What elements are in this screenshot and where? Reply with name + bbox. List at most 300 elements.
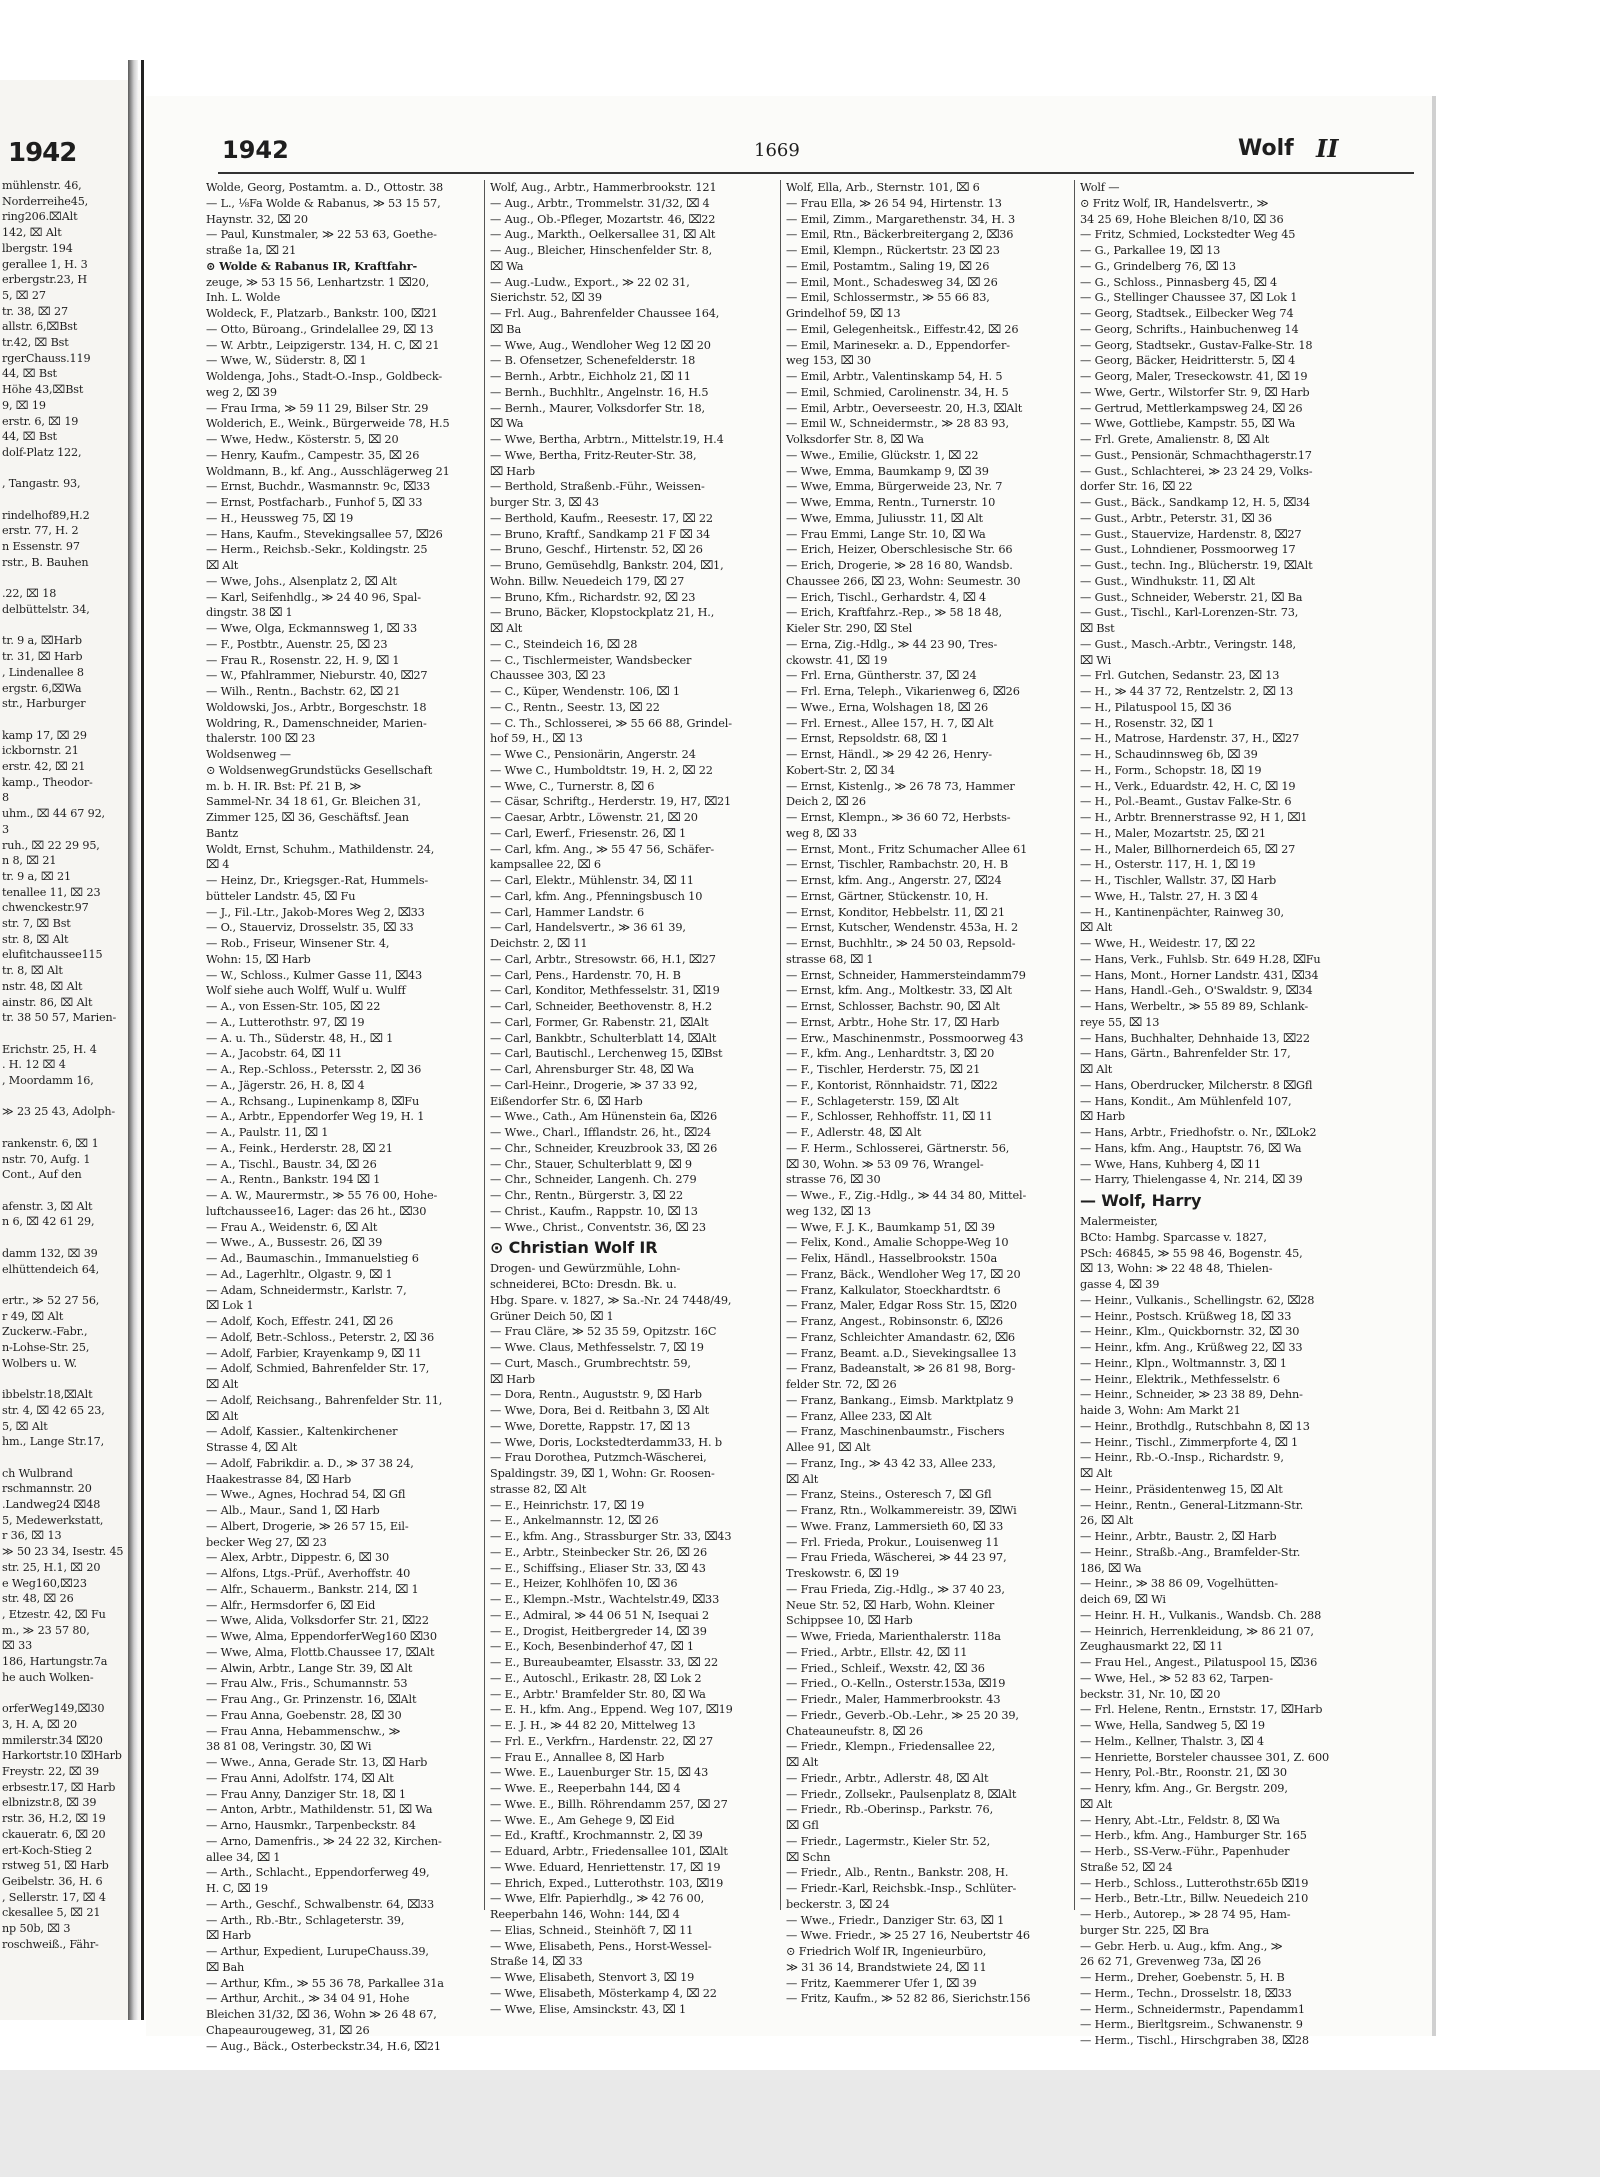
- previous-page-line: erstr. 77, H. 2: [2, 524, 79, 538]
- directory-entry-line: — E., Arbtr., Steinbecker Str. 26, ⌧ 26: [490, 1545, 708, 1559]
- directory-entry-line: dorfer Str. 16, ⌧ 22: [1080, 480, 1193, 494]
- previous-page-line: Erichstr. 25, H. 4: [2, 1042, 97, 1056]
- directory-entry-line: — Dora, Rentn., Auguststr. 9, ⌧ Harb: [490, 1388, 702, 1402]
- directory-entry-line: Eißendorfer Str. 6, ⌧ Harb: [490, 1094, 643, 1108]
- directory-entry-line: — Frau Ang., Gr. Prinzenstr. 16, ⌧Alt: [206, 1693, 417, 1706]
- directory-entry-line: felder Str. 72, ⌧ 26: [786, 1378, 897, 1391]
- directory-entry-line: Wolf, Ella, Arb., Sternstr. 101, ⌧ 6: [786, 181, 980, 194]
- directory-entry-line: Malermeister,: [1080, 1215, 1158, 1228]
- directory-entry-line: — Wwe. Friedr., ≫ 25 27 16, Neubertstr 46: [786, 1929, 1030, 1943]
- directory-entry-line: — Frau Anna, Goebenstr. 28, ⌧ 30: [206, 1708, 402, 1722]
- directory-entry-line: ⌧ Harb: [490, 1372, 535, 1386]
- directory-entry-line: ⌧ Harb: [206, 1929, 251, 1943]
- directory-entry-line: kampsallee 22, ⌧ 6: [490, 858, 601, 872]
- previous-page-line: [2, 1277, 138, 1293]
- directory-entry-line: — Gertrud, Mettlerkampsweg 24, ⌧ 26: [1080, 401, 1303, 415]
- directory-entry-line: — H., Tischler, Wallstr. 37, ⌧ Harb: [1080, 874, 1277, 887]
- directory-entry-line: — Frau E., Annallee 8, ⌧ Harb: [490, 1750, 665, 1764]
- directory-entry-line: — Heinr., Rentn., General-Litzmann-Str.: [1080, 1498, 1304, 1512]
- directory-entry-line: — Frau Anna, Hebammenschw., ≫: [206, 1724, 401, 1738]
- directory-entry-line: — Bruno, Kfm., Richardstr. 92, ⌧ 23: [490, 590, 696, 604]
- directory-entry-line: — A., Feink., Herderstr. 28, ⌧ 21: [206, 1141, 393, 1155]
- directory-entry-line: — Erich, Kraftfahrz.-Rep., ≫ 58 18 48,: [786, 606, 1002, 620]
- directory-entry-line: — Franz, Steins., Osteresch 7, ⌧ Gfl: [786, 1488, 992, 1502]
- directory-entry-line: — Georg, Maler, Treseckowstr. 41, ⌧ 19: [1080, 370, 1308, 383]
- previous-page-line: damm 132, ⌧ 39: [2, 1246, 98, 1260]
- running-head-name: Wolf: [1238, 136, 1294, 161]
- directory-entry-line: Deichstr. 2, ⌧ 11: [490, 937, 588, 950]
- previous-page-line: np 50b, ⌧ 3: [2, 1922, 71, 1936]
- directory-entry-line: — Wwe., Emilie, Glückstr. 1, ⌧ 22: [786, 448, 979, 462]
- directory-entry-line: — E., Bureaubeamter, Elsasstr. 33, ⌧ 22: [490, 1656, 719, 1669]
- directory-entry-line: ⌧ Alt: [1080, 1063, 1113, 1076]
- page-edge: [1432, 96, 1436, 2036]
- directory-entry-line: Chapeaurougeweg, 31, ⌧ 26: [206, 2023, 370, 2037]
- directory-entry-line: — F., Kontorist, Rönnhaidstr. 71, ⌧22: [786, 1078, 998, 1092]
- directory-entry-line: ⌧ Alt: [206, 1409, 239, 1423]
- directory-entry-line: — G., Parkallee 19, ⌧ 13: [1080, 244, 1221, 257]
- directory-entry-line: — Wwe, Emma, Bürgerweide 23, Nr. 7: [786, 480, 1003, 494]
- directory-entry-line: — Gust., Pensionär, Schmachthagerstr.17: [1080, 448, 1312, 462]
- directory-entry-line: — H., Matrose, Hardenstr. 37, H., ⌧27: [1080, 732, 1300, 746]
- directory-entry-line: — Georg, Stadtsekr., Gustav-Falke-Str. 18: [1080, 338, 1313, 352]
- previous-page-line: hm., Lange Str.17,: [2, 1435, 105, 1449]
- column-divider: [1074, 180, 1075, 1910]
- directory-entry-line: — Frau Hel., Angest., Pilatuspool 15, ⌧36: [1080, 1656, 1318, 1669]
- directory-entry-line: beckerstr. 3, ⌧ 24: [786, 1897, 890, 1911]
- directory-entry-line: — Friedr., Zollsekr., Paulsenplatz 8, ⌧Alt: [786, 1787, 1017, 1801]
- directory-entry-line: Woldt, Ernst, Schuhm., Mathildenstr. 24,: [206, 842, 435, 856]
- directory-entry-line: — Alwin, Arbtr., Lange Str. 39, ⌧ Alt: [206, 1661, 413, 1675]
- directory-entry-line: — Ernst, Gärtner, Stückenstr. 10, H.: [786, 889, 989, 903]
- directory-entry-line: — Arthur, Expedient, LurupeChauss.39,: [206, 1945, 429, 1958]
- directory-entry-line: — Adolf, Reichsang., Bahrenfelder Str. 11,: [206, 1393, 443, 1407]
- directory-entry-line: — Friedr., Rb.-Oberinsp., Parkstr. 76,: [786, 1803, 994, 1817]
- directory-entry-line: — E., Ankelmannstr. 12, ⌧ 26: [490, 1514, 659, 1528]
- directory-entry-line: — Alfr., Schauerm., Bankstr. 214, ⌧ 1: [206, 1582, 419, 1596]
- directory-entry-line: — H., Verk., Eduardstr. 42, H. C, ⌧ 19: [1080, 779, 1296, 793]
- previous-page-line: 9, ⌧ 19: [2, 398, 46, 412]
- directory-entry-line: Woldring, R., Damenschneider, Marien-: [206, 716, 427, 730]
- directory-entry-line: — E., Koch, Besenbinderhof 47, ⌧ 1: [490, 1640, 694, 1654]
- directory-entry-line: — Wwe, Emma, Baumkamp 9, ⌧ 39: [786, 464, 989, 478]
- directory-entry-line: — A., Rep.-Schloss., Petersstr. 2, ⌧ 36: [206, 1063, 422, 1076]
- directory-entry-line: Allee 91, ⌧ Alt: [786, 1441, 871, 1454]
- directory-entry-line: — E. H., kfm. Ang., Eppend. Weg 107, ⌧19: [490, 1703, 733, 1717]
- directory-entry-line: — C., Tischlermeister, Wandsbecker: [490, 653, 692, 667]
- directory-entry-line: — Henriette, Borsteler chaussee 301, Z. 600: [1080, 1750, 1330, 1764]
- directory-entry-line: Woldeck, F., Platzarb., Bankstr. 100, ⌧21: [206, 307, 438, 320]
- directory-entry-line: — Eduard, Arbtr., Friedensallee 101, ⌧Alt: [490, 1845, 728, 1858]
- directory-entry-line: — B. Ofensetzer, Schenefelderstr. 18: [490, 354, 696, 368]
- directory-entry-line: Wohn. Billw. Neuedeich 179, ⌧ 27: [490, 574, 685, 588]
- previous-page-line: tenallee 11, ⌧ 23: [2, 885, 101, 899]
- directory-entry-line: — H., Heussweg 75, ⌧ 19: [206, 511, 354, 525]
- directory-entry-line: — Bruno, Kraftf., Sandkamp 21 F ⌧ 34: [490, 527, 711, 541]
- directory-entry-line: Sammel-Nr. 34 18 61, Gr. Bleichen 31,: [206, 795, 421, 809]
- directory-entry-line: — Friedr., Lagermstr., Kieler Str. 52,: [786, 1834, 991, 1848]
- directory-entry-line: — Ernst, Arbtr., Hohe Str. 17, ⌧ Harb: [786, 1015, 1000, 1029]
- directory-entry-line: ⌧ 13, Wohn: ≫ 22 48 48, Thielen-: [1080, 1262, 1273, 1276]
- directory-entry-line: — H., Pilatuspool 15, ⌧ 36: [1080, 700, 1232, 714]
- directory-entry-line: — Gust., techn. Ing., Blücherstr. 19, ⌧Alt: [1080, 559, 1313, 572]
- directory-entry-line: — Georg, Bäcker, Heidritterstr. 5, ⌧ 4: [1080, 354, 1296, 368]
- directory-entry-line: 26, ⌧ Alt: [1080, 1514, 1134, 1528]
- directory-entry-line: Inh. L. Wolde: [206, 291, 281, 305]
- previous-page-line: ickbornstr. 21: [2, 744, 79, 758]
- directory-entry-line: — Frl. Helene, Rentn., Ernststr. 17, ⌧Harb: [1080, 1703, 1323, 1717]
- directory-entry-line: — Ad., Baumaschin., Immanuelstieg 6: [206, 1252, 419, 1265]
- directory-entry-line: — Franz, Maschinenbaumstr., Fischers: [786, 1425, 1005, 1439]
- directory-entry-line: — Wwe, Aug., Wendloher Weg 12 ⌧ 20: [490, 338, 711, 352]
- directory-entry-line: — E., Drogist, Heitbergreder 14, ⌧ 39: [490, 1624, 707, 1638]
- directory-entry-line: — Gust., Arbtr., Peterstr. 31, ⌧ 36: [1080, 511, 1272, 525]
- directory-entry-line: — Ed., Kraftf., Krochmannstr. 2, ⌧ 39: [490, 1829, 703, 1843]
- previous-page-line: [2, 1230, 138, 1246]
- directory-entry-line: — H., Arbtr. Brennerstrasse 92, H 1, ⌧1: [1080, 811, 1308, 824]
- previous-page-line: 5, ⌧ 27: [2, 288, 46, 302]
- previous-page-line: [2, 571, 138, 587]
- previous-page-line: Geibelstr. 36, H. 6: [2, 1874, 103, 1888]
- featured-entry-name: ⊙ Christian Wolf IR: [490, 1238, 658, 1258]
- directory-entry-line: — Frl. Erna, Teleph., Vikarienweg 6, ⌧26: [786, 685, 1020, 698]
- previous-page-line: 3: [2, 822, 9, 836]
- previous-page-line: he auch Wolken-: [2, 1670, 94, 1684]
- directory-entry-line: — Franz, Rtn., Wolkammereistr. 39, ⌧Wi: [786, 1504, 1017, 1517]
- previous-page-line: ch Wulbrand: [2, 1466, 73, 1480]
- directory-entry-line: — Albert, Drogerie, ≫ 26 57 15, Eil-: [206, 1519, 409, 1533]
- directory-entry-line: burger Str. 225, ⌧ Bra: [1080, 1923, 1209, 1937]
- directory-entry-line: — Adolf, Fabrikdir. a. D., ≫ 37 38 24,: [206, 1456, 414, 1470]
- previous-page-line: [2, 1120, 138, 1136]
- directory-entry-line: H. C, ⌧ 19: [206, 1882, 268, 1895]
- previous-page-line: ergstr. 6,⌧Wa: [2, 681, 82, 695]
- previous-page-line: n 8, ⌧ 21: [2, 854, 57, 868]
- directory-entry-line: — Georg, Schrifts., Hainbuchenweg 14: [1080, 322, 1299, 336]
- directory-entry-line: — Heinr., Arbtr., Baustr. 2, ⌧ Harb: [1080, 1530, 1277, 1543]
- column-divider: [780, 180, 781, 1910]
- previous-page-line: [2, 712, 138, 728]
- directory-entry-line: — Herb., Autorep., ≫ 28 74 95, Ham-: [1080, 1908, 1291, 1921]
- directory-entry-line: — Erich, Drogerie, ≫ 28 16 80, Wandsb.: [786, 559, 1013, 572]
- previous-page-line: delbüttelstr. 34,: [2, 602, 90, 616]
- directory-entry-line: — A. W., Maurermstr., ≫ 55 76 00, Hohe-: [206, 1189, 438, 1202]
- directory-entry-line: ≫ 31 36 14, Brandstwiete 24, ⌧ 11: [786, 1960, 987, 1974]
- directory-entry-line: — Wwe, Elisabeth, Stenvort 3, ⌧ 19: [490, 1971, 695, 1984]
- directory-entry-line: — F., Postbtr., Auenstr. 25, ⌧ 23: [206, 637, 388, 651]
- directory-entry-line: bütteler Landstr. 45, ⌧ Fu: [206, 889, 356, 903]
- directory-entry-line: Woldowski, Jos., Arbtr., Borgeschstr. 18: [206, 700, 427, 714]
- previous-page-line: erstr. 42, ⌧ 21: [2, 760, 86, 774]
- directory-entry-line: ⊙ Wolde & Rabanus IR, Kraftfahr-: [206, 258, 417, 273]
- directory-entry-line: — G., Schloss., Pinnasberg 45, ⌧ 4: [1080, 275, 1278, 289]
- directory-entry-line: — Ernst, Tischler, Rambachstr. 20, H. B: [786, 858, 1009, 872]
- directory-entry-line: — Herm., Dreher, Goebenstr. 5, H. B: [1080, 1971, 1285, 1984]
- directory-entry-line: — Gust., Tischl., Karl-Lorenzen-Str. 73,: [1080, 606, 1299, 620]
- directory-entry-line: Bleichen 31/32, ⌧ 36, Wohn ≫ 26 48 67,: [206, 2008, 437, 2021]
- directory-entry-line: — Ernst, Repsoldstr. 68, ⌧ 1: [786, 732, 949, 746]
- directory-entry-line: ⌧ Alt: [490, 622, 523, 635]
- directory-entry-line: ⌧ 4: [206, 858, 230, 872]
- previous-page-line: Cont., Auf den: [2, 1168, 82, 1182]
- directory-entry-line: — Wwe., Anna, Gerade Str. 13, ⌧ Harb: [206, 1756, 428, 1769]
- directory-entry-line: dingstr. 38 ⌧ 1: [206, 606, 293, 620]
- directory-entry-line: — A., Jacobstr. 64, ⌧ 11: [206, 1047, 343, 1061]
- directory-entry-line: — Franz, Bankang., Eimsb. Marktplatz 9: [786, 1393, 1014, 1407]
- directory-entry-line: — Carl, Pens., Hardenstr. 70, H. B: [490, 968, 681, 982]
- directory-entry-line: ⌧ Harb: [1080, 1110, 1125, 1124]
- previous-page-line: rschmannstr. 20: [2, 1482, 92, 1496]
- directory-entry-line: — Emil W., Schneidermstr., ≫ 28 83 93,: [786, 417, 1009, 431]
- directory-entry-line: — Adolf, Schmied, Bahrenfelder Str. 17,: [206, 1362, 430, 1376]
- directory-entry-line: Wolde, Georg, Postamtm. a. D., Ottostr. 38: [206, 181, 444, 194]
- directory-entry-line: — Herb., kfm. Ang., Hamburger Str. 165: [1080, 1829, 1307, 1843]
- directory-entry-line: — Anton, Arbtr., Mathildenstr. 51, ⌧ Wa: [206, 1803, 433, 1817]
- directory-entry-line: Zimmer 125, ⌧ 36, Geschäftsf. Jean: [206, 811, 409, 824]
- directory-entry-line: — Franz, Bäck., Wendloher Weg 17, ⌧ 20: [786, 1267, 1021, 1281]
- directory-entry-line: — Emil, Zimm., Margarethenstr. 34, H. 3: [786, 212, 1016, 226]
- directory-entry-line: luftchaussee16, Lager: das 26 ht., ⌧30: [206, 1204, 427, 1218]
- previous-page-line: [2, 1686, 138, 1702]
- directory-entry-line: — O., Stauerviz, Drosselstr. 35, ⌧ 33: [206, 921, 414, 935]
- directory-entry-line: — Ernst, Buchhltr., ≫ 24 50 03, Repsold-: [786, 937, 1016, 950]
- directory-entry-line: gasse 4, ⌧ 39: [1080, 1278, 1160, 1291]
- gutter-line: [141, 60, 144, 2020]
- directory-entry-line: — F. Herm., Schlosserei, Gärtnerstr. 56,: [786, 1141, 1010, 1155]
- directory-entry-line: — Christ., Kaufm., Rappstr. 10, ⌧ 13: [490, 1204, 698, 1218]
- directory-entry-line: — Hans, Handl.-Geh., O'Swaldstr. 9, ⌧34: [1080, 984, 1313, 998]
- directory-entry-line: — Arth., Rb.-Btr., Schlageterstr. 39,: [206, 1913, 405, 1927]
- directory-entry-line: — Wwe, Hella, Sandweg 5, ⌧ 19: [1080, 1719, 1265, 1732]
- directory-entry-line: — Wwe, Olga, Eckmannsweg 1, ⌧ 33: [206, 622, 418, 635]
- previous-page-line: Harkortstr.10 ⌧Harb: [2, 1749, 122, 1763]
- directory-entry-line: Deich 2, ⌧ 26: [786, 795, 866, 809]
- directory-entry-line: — Frau Alw., Fris., Schumannstr. 53: [206, 1677, 408, 1691]
- directory-entry-line: — Hans, Kaufm., Stevekingsallee 57, ⌧26: [206, 527, 443, 541]
- directory-entry-line: — J., Fil.-Ltr., Jakob-Mores Weg 2, ⌧33: [206, 905, 425, 919]
- directory-entry-line: — Ernst, Kistenlg., ≫ 26 78 73, Hammer: [786, 779, 1015, 793]
- directory-entry-line: — Hans, kfm. Ang., Hauptstr. 76, ⌧ Wa: [1080, 1141, 1302, 1155]
- directory-entry-line: hof 59, H., ⌧ 13: [490, 732, 583, 746]
- previous-page-line: orferWeg149,⌧30: [2, 1702, 105, 1716]
- directory-entry-line: — Herb., Betr.-Ltr., Billw. Neuedeich 210: [1080, 1892, 1309, 1906]
- directory-entry-line: — H., ≫ 44 37 72, Rentzelstr. 2, ⌧ 13: [1080, 685, 1294, 698]
- directory-entry-line: — E., Heizer, Kohlhöfen 10, ⌧ 36: [490, 1577, 678, 1591]
- directory-entry-line: — Heinr., Elektrik., Methfesselstr. 6: [1080, 1372, 1280, 1386]
- directory-entry-line: — Heinr., Klpn., Woltmannstr. 3, ⌧ 1: [1080, 1356, 1287, 1370]
- directory-entry-line: — C., Küper, Wendenstr. 106, ⌧ 1: [490, 685, 680, 698]
- directory-entry-line: Sierichstr. 52, ⌧ 39: [490, 291, 602, 305]
- directory-entry-line: — Wwe., Christ., Conventstr. 36, ⌧ 23: [490, 1220, 706, 1234]
- directory-entry-line: — Wwe, Bertha, Fritz-Reuter-Str. 38,: [490, 448, 697, 462]
- directory-entry-line: zeuge, ≫ 53 15 56, Lenhartzstr. 1 ⌧20,: [206, 275, 430, 289]
- directory-entry-line: Woldenga, Johs., Stadt-O.-Insp., Goldbeck-: [206, 370, 443, 383]
- directory-entry-line: — F., Adlerstr. 48, ⌧ Alt: [786, 1126, 922, 1139]
- directory-entry-line: — Frl. Gutchen, Sedanstr. 23, ⌧ 13: [1080, 669, 1280, 683]
- directory-entry-line: — Heinr., Brothdlg., Rutschbahn 8, ⌧ 13: [1080, 1419, 1310, 1433]
- directory-entry-line: — Erich, Tischl., Gerhardstr. 4, ⌧ 4: [786, 590, 987, 604]
- directory-entry-line: — Herb., SS-Verw.-Führ., Papenhuder: [1080, 1845, 1290, 1858]
- directory-entry-line: strasse 82, ⌧ Alt: [490, 1482, 587, 1496]
- previous-page-line: , Moordamm 16,: [2, 1074, 94, 1088]
- directory-entry-line: — H., Maler, Mozartstr. 25, ⌧ 21: [1080, 826, 1266, 840]
- previous-page-line: n-Lohse-Str. 25,: [2, 1341, 90, 1355]
- previous-page-line: ert-Koch-Stieg 2: [2, 1843, 93, 1857]
- directory-entry-line: — Wwe, Doris, Lockstedterdamm33, H. b: [490, 1435, 722, 1449]
- directory-entry-line: — Arthur, Kfm., ≫ 55 36 78, Parkallee 31a: [206, 1976, 444, 1990]
- directory-entry-line: — Heinr., Präsidentenweg 15, ⌧ Alt: [1080, 1482, 1283, 1496]
- directory-entry-line: — Arno, Damenfris., ≫ 24 22 32, Kirchen-: [206, 1834, 442, 1848]
- directory-entry-line: ⌧ Alt: [206, 1378, 239, 1391]
- directory-entry-line: Zeughausmarkt 22, ⌧ 11: [1080, 1640, 1224, 1654]
- previous-page-line: uhm., ⌧ 44 67 92,: [2, 807, 105, 821]
- directory-entry-line: — Curt, Masch., Grumbrechtstr. 59,: [490, 1356, 691, 1370]
- previous-page-line: tr. 9 a, ⌧ 21: [2, 869, 71, 883]
- previous-page-line: lbergstr. 194: [2, 241, 73, 255]
- previous-page-line: dolf-Platz 122,: [2, 445, 82, 459]
- directory-entry-line: Haynstr. 32, ⌧ 20: [206, 212, 308, 226]
- directory-entry-line: — G., Grindelberg 76, ⌧ 13: [1080, 259, 1236, 273]
- directory-entry-line: — Wwe C., Pensionärin, Angerstr. 24: [490, 748, 696, 761]
- previous-page-line: elufitchaussee115: [2, 948, 103, 962]
- directory-entry-line: Straße 14, ⌧ 33: [490, 1955, 583, 1969]
- directory-entry-line: Bantz: [206, 826, 239, 840]
- directory-entry-line: — Carl, Bautischl., Lerchenweg 15, ⌧Bst: [490, 1047, 723, 1061]
- directory-entry-line: — Arthur, Archit., ≫ 34 04 91, Hohe: [206, 1992, 410, 2006]
- directory-entry-line: — Herb., Schloss., Lutterothstr.65b ⌧19: [1080, 1876, 1309, 1890]
- previous-page-line: 8: [2, 791, 9, 805]
- directory-entry-line: Spaldingstr. 39, ⌧ 1, Wohn: Gr. Roosen-: [490, 1467, 715, 1480]
- directory-entry-line: — Georg, Stadtsek., Eilbecker Weg 74: [1080, 307, 1294, 320]
- directory-entry-line: weg 8, ⌧ 33: [786, 826, 857, 840]
- previous-page-line: ≫ 50 23 34, Isestr. 45: [2, 1545, 124, 1559]
- directory-entry-line: — Alfons, Ltgs.-Prüf., Averhoffstr. 40: [206, 1567, 411, 1580]
- directory-entry-line: weg 2, ⌧ 39: [206, 385, 277, 399]
- directory-entry-line: — Wwe, Gottliebe, Kampstr. 55, ⌧ Wa: [1080, 417, 1296, 431]
- previous-page-line: roschweiß., Fähr-: [2, 1937, 99, 1951]
- directory-entry-line: — Wwe, Hans, Kuhberg 4, ⌧ 11: [1080, 1157, 1261, 1171]
- book-gutter: [128, 60, 138, 2020]
- directory-entry-line: — Henry, Abt.-Ltr., Feldstr. 8, ⌧ Wa: [1080, 1813, 1280, 1827]
- directory-entry-line: — Franz, Angest., Robinsonstr. 6, ⌧26: [786, 1315, 1003, 1328]
- directory-entry-line: — Wwe, Emma, Rentn., Turnerstr. 10: [786, 496, 996, 509]
- directory-entry-line: — Wwe, Elisabeth, Mösterkamp 4, ⌧ 22: [490, 1986, 717, 2000]
- directory-entry-line: ⌧ Lok 1: [206, 1299, 254, 1313]
- previous-page-line: m., ≫ 23 57 80,: [2, 1623, 90, 1637]
- previous-page-year: 1942: [8, 138, 77, 168]
- previous-page-line: 5, ⌧ Alt: [2, 1419, 48, 1433]
- previous-page-line: str., Harburger: [2, 697, 86, 711]
- directory-entry-line: — Ernst, kfm. Ang., Angerstr. 27, ⌧24: [786, 874, 1002, 887]
- directory-entry-line: — Elias, Schneid., Steinhöft 7, ⌧ 11: [490, 1923, 694, 1937]
- directory-entry-line: — Arth., Schlacht., Eppendorferweg 49,: [206, 1866, 430, 1880]
- directory-entry-line: — A., Jägerstr. 26, H. 8, ⌧ 4: [206, 1078, 365, 1092]
- directory-entry-line: 186, ⌧ Wa: [1080, 1561, 1142, 1575]
- directory-entry-line: — W., Pfahlrammer, Nieburstr. 40, ⌧27: [206, 669, 428, 683]
- directory-entry-line: — Friedr., Alb., Rentn., Bankstr. 208, H.: [786, 1866, 1009, 1880]
- directory-entry-line: — Adolf, Koch, Effestr. 241, ⌧ 26: [206, 1315, 394, 1328]
- directory-entry-line: Chaussee 266, ⌧ 23, Wohn: Seumestr. 30: [786, 574, 1021, 588]
- previous-page-line: rstweg 51, ⌧ Harb: [2, 1859, 109, 1873]
- directory-entry-line: — Fritz, Kaemmerer Ufer 1, ⌧ 39: [786, 1976, 977, 1990]
- directory-entry-line: weg 132, ⌧ 13: [786, 1204, 871, 1218]
- directory-entry-line: — Frau Anny, Danziger Str. 18, ⌧ 1: [206, 1787, 406, 1801]
- previous-page-line: tr. 38 50 57, Marien-: [2, 1011, 117, 1025]
- directory-entry-line: strasse 68, ⌧ 1: [786, 952, 874, 966]
- directory-entry-line: — Fritz, Schmied, Lockstedter Weg 45: [1080, 228, 1296, 242]
- previous-page-line: mmilerstr.34 ⌧20: [2, 1733, 103, 1747]
- directory-entry-line: — Adolf, Farbier, Krayenkamp 9, ⌧ 11: [206, 1346, 422, 1360]
- previous-page-line: ckaueratr. 6, ⌧ 20: [2, 1827, 106, 1841]
- directory-entry-line: — F., kfm. Ang., Lenhardtstr. 3, ⌧ 20: [786, 1047, 995, 1061]
- directory-entry-line: — Emil, Arbtr., Oeverseestr. 20, H.3, ⌧Alt: [786, 401, 1023, 415]
- previous-page-line: [2, 1183, 138, 1199]
- directory-entry-line: — Wwe, Alma, Flottb.Chaussee 17, ⌧Alt: [206, 1645, 435, 1659]
- directory-entry-line: — Heinr., Rb.-O.-Insp., Richardstr. 9,: [1080, 1451, 1284, 1465]
- directory-entry-line: haide 3, Wohn: Am Markt 21: [1080, 1404, 1241, 1417]
- directory-entry-line: — Gust., Lohndiener, Possmoorweg 17: [1080, 543, 1296, 557]
- column-divider: [484, 180, 485, 1910]
- previous-page-line: , Lindenallee 8: [2, 665, 84, 679]
- directory-entry-line: — Ehrich, Exped., Lutterothstr. 103, ⌧19: [490, 1876, 724, 1890]
- directory-entry-line: ⌧ Bah: [206, 1960, 245, 1974]
- directory-entry-line: — Herm., Tischl., Hirschgraben 38, ⌧28: [1080, 2034, 1309, 2047]
- directory-column-3: [786, 180, 1068, 2006]
- directory-entry-line: ⌧ Ba: [490, 322, 522, 336]
- directory-entry-line: — Frau Frieda, Zig.-Hdlg., ≫ 37 40 23,: [786, 1582, 1005, 1596]
- directory-entry-line: — Gust., Schlachterei, ≫ 23 24 29, Volks-: [1080, 464, 1313, 478]
- directory-entry-line: — Heinr., Vulkanis., Schellingstr. 62, ⌧28: [1080, 1293, 1315, 1307]
- directory-entry-line: — Ernst, kfm. Ang., Moltkestr. 33, ⌧ Alt: [786, 984, 1012, 998]
- directory-entry-line: ⌧ Alt: [786, 1756, 819, 1769]
- previous-page-line: str. 8, ⌧ Alt: [2, 932, 69, 946]
- directory-entry-line: — Chr., Rentn., Bürgerstr. 3, ⌧ 22: [490, 1189, 684, 1202]
- directory-entry-line: — Frau Irma, ≫ 59 11 29, Bilser Str. 29: [206, 401, 429, 415]
- directory-entry-line: — Hans, Kondit., Am Mühlenfeld 107,: [1080, 1094, 1292, 1108]
- directory-entry-line: becker Weg 27, ⌧ 23: [206, 1535, 327, 1549]
- directory-entry-line: — Frau Ella, ≫ 26 54 94, Hirtenstr. 13: [786, 196, 1002, 210]
- previous-page-line: , Tangastr. 93,: [2, 477, 81, 491]
- directory-entry-line: — Harry, Thielengasse 4, Nr. 214, ⌧ 39: [1080, 1173, 1303, 1187]
- directory-entry-line: — Hans, Mont., Horner Landstr. 431, ⌧34: [1080, 968, 1319, 982]
- directory-entry-line: — H., Schaudinnsweg 6b, ⌧ 39: [1080, 748, 1258, 761]
- directory-entry-line: Straße 52, ⌧ 24: [1080, 1860, 1173, 1874]
- directory-entry-line: — Frl. Frieda, Prokur., Louisenweg 11: [786, 1535, 1000, 1549]
- directory-entry-line: — A., Rchsang., Lupinenkamp 8, ⌧Fu: [206, 1094, 420, 1108]
- directory-entry-line: PSch: 46845, ≫ 55 98 46, Bogenstr. 45,: [1080, 1246, 1303, 1260]
- previous-page-line: ring206.⌧Alt: [2, 210, 78, 224]
- directory-entry-line: — Carl, Arbtr., Stresowstr. 66, H.1, ⌧27: [490, 952, 716, 966]
- directory-entry-line: 38 81 08, Veringstr. 30, ⌧ Wi: [206, 1740, 372, 1754]
- directory-entry-line: — Helm., Kellner, Thalstr. 3, ⌧ 4: [1080, 1734, 1264, 1748]
- directory-entry-line: — Hans, Verk., Fuhlsb. Str. 649 H.28, ⌧Fu: [1080, 952, 1321, 966]
- running-head-roman: II: [1316, 134, 1339, 163]
- directory-entry-line: — Berthold, Kaufm., Reesestr. 17, ⌧ 22: [490, 511, 713, 525]
- previous-page-line: 44, ⌧ Bst: [2, 367, 57, 381]
- previous-page-line: 142, ⌧ Alt: [2, 226, 62, 240]
- directory-entry-line: Neue Str. 52, ⌧ Harb, Wohn. Kleiner: [786, 1598, 995, 1612]
- directory-entry-line: — E. J. H., ≫ 44 82 20, Mittelweg 13: [490, 1719, 696, 1732]
- directory-entry-line: — Wwe., Agnes, Hochrad 54, ⌧ Gfl: [206, 1488, 406, 1502]
- directory-entry-line: ⌧ 30, Wohn. ≫ 53 09 76, Wrangel-: [786, 1157, 984, 1171]
- directory-entry-line: — Herm., Techn., Drosselstr. 18, ⌧33: [1080, 1986, 1292, 2000]
- directory-entry-line: Chateauneufstr. 8, ⌧ 26: [786, 1724, 923, 1738]
- directory-entry-line: — Frau Emmi, Lange Str. 10, ⌧ Wa: [786, 527, 986, 541]
- header-rule: [218, 172, 1414, 174]
- directory-entry-line: — Wwe, Dora, Bei d. Reitbahn 3, ⌧ Alt: [490, 1404, 710, 1417]
- directory-entry-line: — Wwe. Claus, Methfesselstr. 7, ⌧ 19: [490, 1341, 704, 1354]
- directory-entry-line: — L., ⅛Fa Wolde & Rabanus, ≫ 53 15 57,: [206, 196, 441, 210]
